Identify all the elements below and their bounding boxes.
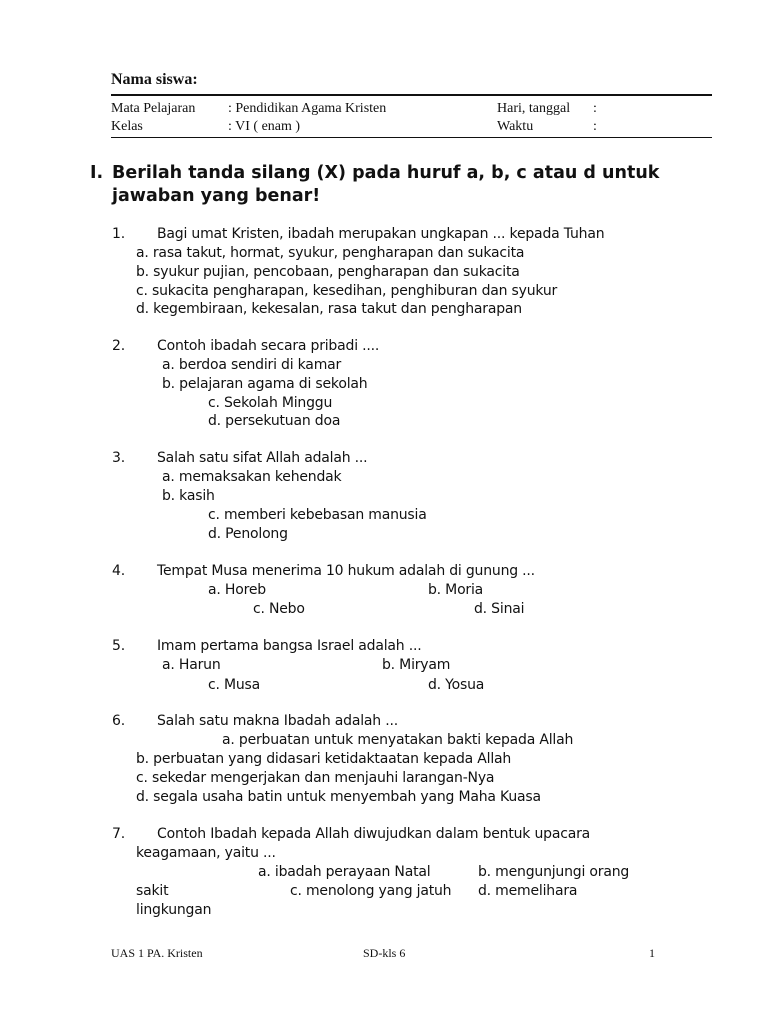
section-number: I. bbox=[90, 163, 104, 183]
question-5-text: Imam pertama bangsa Israel adalah ... bbox=[157, 638, 422, 654]
section-title-line2: jawaban yang benar! bbox=[112, 186, 321, 206]
day-date-label: Hari, tanggal bbox=[497, 101, 571, 116]
question-6-option-b[interactable]: b. perbuatan yang didasari ketidaktaatan kepada Allah bbox=[136, 751, 512, 767]
time-label: Waktu bbox=[497, 119, 534, 134]
header-bottom-rule bbox=[111, 137, 712, 138]
question-2-option-b[interactable]: b. pelajaran agama di sekolah bbox=[162, 376, 368, 392]
question-7-text-line1: Contoh Ibadah kepada Allah diwujudkan dalam bentuk upacara bbox=[157, 826, 591, 842]
question-7-option-d-continued: lingkungan bbox=[136, 902, 212, 918]
question-2-text: Contoh ibadah secara pribadi .... bbox=[157, 338, 380, 354]
question-3-option-a[interactable]: a. memaksakan kehendak bbox=[162, 469, 342, 485]
question-7-text-line2: keagamaan, yaitu ... bbox=[136, 845, 276, 861]
question-4-option-b[interactable]: b. Moria bbox=[428, 582, 484, 598]
question-2-option-c[interactable]: c. Sekolah Minggu bbox=[208, 395, 333, 411]
question-1-text: Bagi umat Kristen, ibadah merupakan ungkapan ... kepada Tuhan bbox=[157, 226, 605, 242]
section-title-line1: Berilah tanda silang (X) pada huruf a, b, c atau d untuk bbox=[112, 163, 660, 183]
question-4-option-a[interactable]: a. Horeb bbox=[208, 582, 266, 598]
question-1-option-a[interactable]: a. rasa takut, hormat, syukur, pengharapan dan sukacita bbox=[136, 245, 525, 261]
question-2-option-a[interactable]: a. berdoa sendiri di kamar bbox=[162, 357, 342, 373]
time-colon: : bbox=[593, 119, 597, 134]
student-name-label: Nama siswa: bbox=[111, 71, 198, 88]
question-3-number: 3. bbox=[112, 450, 125, 466]
question-7-option-b[interactable]: b. mengunjungi orang bbox=[478, 864, 630, 880]
question-1-option-d[interactable]: d. kegembiraan, kekesalan, rasa takut dan pengharapan bbox=[136, 301, 522, 317]
class-label: Kelas bbox=[111, 119, 143, 134]
question-5-option-a[interactable]: a. Harun bbox=[162, 657, 221, 673]
question-1-option-c[interactable]: c. sukacita pengharapan, kesedihan, penghiburan dan syukur bbox=[136, 283, 558, 299]
footer-class: SD-kls 6 bbox=[363, 946, 406, 960]
question-4-option-c[interactable]: c. Nebo bbox=[253, 601, 305, 617]
question-3-text: Salah satu sifat Allah adalah ... bbox=[157, 450, 368, 466]
question-3-option-b[interactable]: b. kasih bbox=[162, 488, 215, 504]
question-2-number: 2. bbox=[112, 338, 125, 354]
subject-label: Mata Pelajaran bbox=[111, 101, 196, 116]
question-7-option-b-continued: sakit bbox=[136, 883, 169, 899]
question-7-option-c[interactable]: c. menolong yang jatuh bbox=[290, 883, 452, 899]
subject-value: : Pendidikan Agama Kristen bbox=[228, 101, 387, 116]
question-7-number: 7. bbox=[112, 826, 125, 842]
question-6-option-c[interactable]: c. sekedar mengerjakan dan menjauhi larangan-Nya bbox=[136, 770, 495, 786]
question-6-number: 6. bbox=[112, 713, 125, 729]
header-top-rule bbox=[111, 94, 712, 96]
question-6-option-a[interactable]: a. perbuatan untuk menyatakan bakti kepada Allah bbox=[222, 732, 574, 748]
day-date-colon: : bbox=[593, 101, 597, 116]
question-4-option-d[interactable]: d. Sinai bbox=[474, 601, 525, 617]
question-4-text: Tempat Musa menerima 10 hukum adalah di gunung ... bbox=[157, 563, 535, 579]
footer-exam-name: UAS 1 PA. Kristen bbox=[111, 946, 203, 960]
question-1-option-b[interactable]: b. syukur pujian, pencobaan, pengharapan dan sukacita bbox=[136, 264, 520, 280]
question-3-option-d[interactable]: d. Penolong bbox=[208, 526, 288, 542]
question-7-option-a[interactable]: a. ibadah perayaan Natal bbox=[258, 864, 431, 880]
question-5-number: 5. bbox=[112, 638, 125, 654]
question-5-option-c[interactable]: c. Musa bbox=[208, 677, 261, 693]
class-value: : VI ( enam ) bbox=[228, 119, 301, 134]
question-2-option-d[interactable]: d. persekutuan doa bbox=[208, 413, 341, 429]
question-4-number: 4. bbox=[112, 563, 125, 579]
question-5-option-b[interactable]: b. Miryam bbox=[382, 657, 451, 673]
question-7-option-d[interactable]: d. memelihara bbox=[478, 883, 578, 899]
question-5-option-d[interactable]: d. Yosua bbox=[428, 677, 485, 693]
question-6-text: Salah satu makna Ibadah adalah ... bbox=[157, 713, 398, 729]
question-6-option-d[interactable]: d. segala usaha batin untuk menyembah yang Maha Kuasa bbox=[136, 789, 541, 805]
question-3-option-c[interactable]: c. memberi kebebasan manusia bbox=[208, 507, 427, 523]
footer-page-number: 1 bbox=[649, 946, 655, 960]
question-1-number: 1. bbox=[112, 226, 125, 242]
